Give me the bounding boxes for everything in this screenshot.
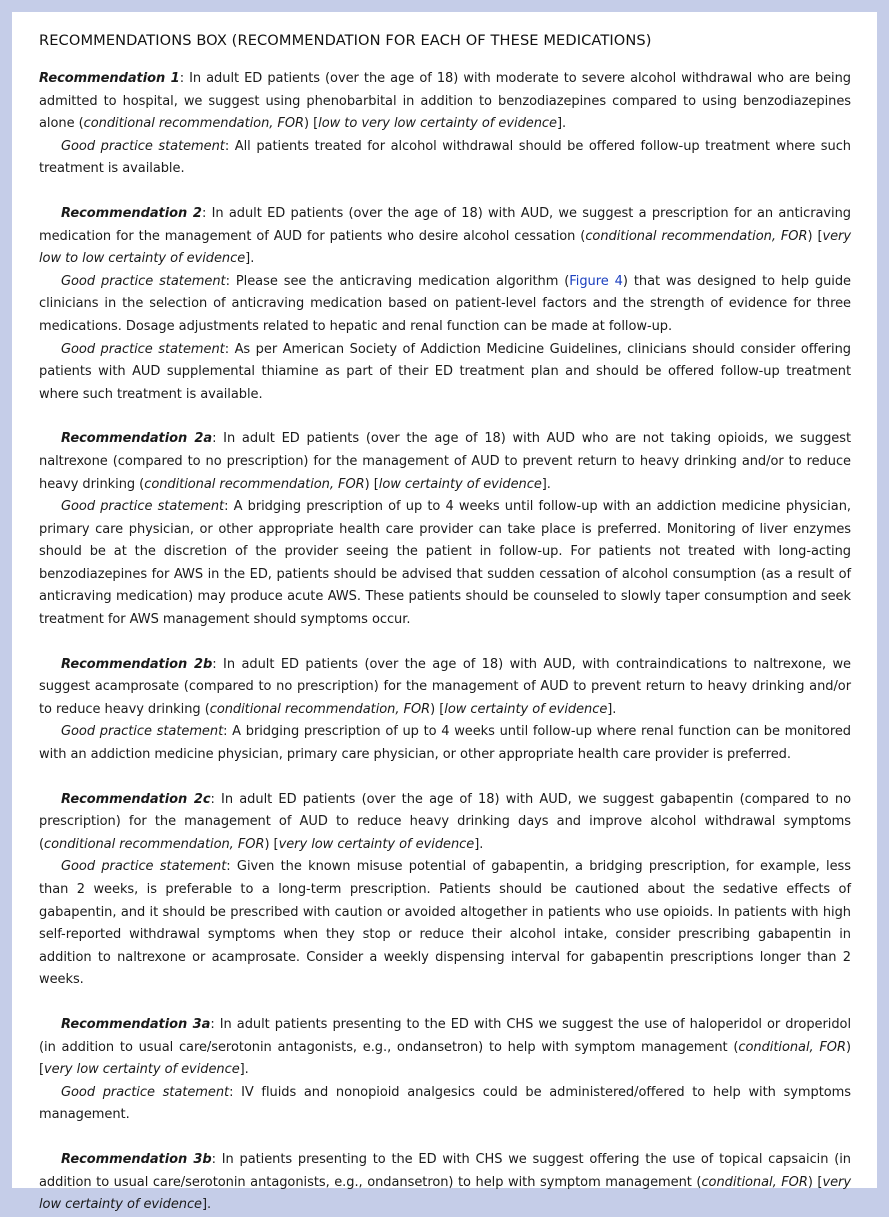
recommendation-2b: Recommendation 2b: In adult ED patients (over the age of 18) with AUD, with contraindications to naltrexone, we suggest acamprosate (compared to no prescription) for the management of AUD to prevent return to heavy drinking and/or to reduce heavy drinking (conditional recommendation, FOR) [low certainty of evidence]. xyxy=(39,656,851,717)
recommendation-2-block xyxy=(39,203,851,406)
recommendation-2b-block xyxy=(39,654,851,767)
good-practice-statement: Good practice statement: All patients treated for alcohol withdrawal should be offered follow-up treatment where such treatment is available. xyxy=(39,138,851,177)
recommendation-2c-block xyxy=(39,789,851,992)
recommendation-3a: Recommendation 3a: In adult patients presenting to the ED with CHS we suggest the use of haloperidol or droperidol (in addition to usual care/serotonin antagonists, e.g., ondansetron) to help with symptom management (conditional, FOR) [very low certainty of evidence]. xyxy=(39,1016,851,1078)
recommendation-2a-block xyxy=(39,428,851,631)
recommendations-box xyxy=(12,12,877,1213)
box-title: RECOMMENDATIONS BOX (RECOMMENDATION FOR EACH OF THESE MEDICATIONS) xyxy=(39,32,652,49)
good-practice-statement: Good practice statement: A bridging prescription of up to 4 weeks until follow-up where renal function can be monitored with an addiction medicine physician, primary care physician, or other appropriate health care provider is preferred. xyxy=(39,724,851,763)
recommendation-label: Recommendation 2 xyxy=(61,205,202,221)
recommendation-label: Recommendation 2a xyxy=(61,431,213,447)
good-practice-statement: Good practice statement: A bridging prescription of up to 4 weeks until follow-up with an addiction medicine physician, primary care physician, or other appropriate health care provider can take place is preferred. Monitoring of liver enzymes should be at the discretion of the provider seeing the patient in follow-up. For patients not treated with long-acting benzodiazepines for AWS in the ED, patients should be advised that sudden cessation of alcohol consumption (as a result of anticraving medication) may produce acute AWS. These patients should be counseled to slowly taper consumption and seek treatment for AWS management should symptoms occur. xyxy=(39,499,851,628)
recommendation-label: Recommendation 3b xyxy=(61,1151,212,1167)
good-practice-statement: Good practice statement: IV fluids and nonopioid analgesics could be administered/offered to help with symptoms management. xyxy=(39,1084,851,1123)
recommendation-label: Recommendation 1 xyxy=(39,71,180,86)
figure-4-link[interactable]: Figure 4 xyxy=(569,273,623,289)
recommendation-2: Recommendation 2: In adult ED patients (over the age of 18) with AUD, we suggest a prescription for an anticraving medication for the management of AUD for patients who desire alcohol cessation (conditional recommendation, FOR) [very low to low certainty of evidence]. xyxy=(39,205,852,267)
recommendation-label: Recommendation 3a xyxy=(61,1016,211,1032)
recommendation-label: Recommendation 2c xyxy=(61,791,211,807)
recommendation-1-block xyxy=(39,68,851,181)
good-practice-statement: Good practice statement: Please see the anticraving medication algorithm (Figure 4) that was designed to help guide clinicians in the selection of anticraving medication based on patient-level factors and the strength of evidence for three medications. Dosage adjustments related to hepatic and renal function can be made at follow-up. xyxy=(39,273,851,334)
recommendation-3a-block xyxy=(39,1014,851,1127)
recommendation-2c: Recommendation 2c: In adult ED patients (over the age of 18) with AUD, we suggest gabapentin (compared to no prescription) for the management of AUD to reduce heavy drinking days and improve alcohol withdrawal symptoms (conditional recommendation, FOR) [very low certainty of evidence]. xyxy=(39,791,852,852)
recommendation-label: Recommendation 2b xyxy=(61,656,213,672)
recommendation-3b-block xyxy=(39,1149,851,1217)
recommendation-2a: Recommendation 2a: In adult ED patients (over the age of 18) with AUD who are not taking opioids, we suggest naltrexone (compared to no prescription) for the management of AUD to prevent return to heavy drinking and/or to reduce heavy drinking (conditional recommendation, FOR) [low certainty of evidence]. xyxy=(39,431,851,492)
good-practice-statement: Good practice statement: As per American Society of Addiction Medicine Guidelines, clinicians should consider offering patients with AUD supplemental thiamine as part of their ED treatment plan and should be offered follow-up treatment where such treatment is available. xyxy=(39,341,851,402)
recommendation-1: Recommendation 1: In adult ED patients (over the age of 18) with moderate to severe alcohol withdrawal who are being admitted to hospital, we suggest using phenobarbital in addition to benzodiazepines compared to using benzodiazepines alone (conditional recommendation, FOR) [low to very low certainty of evidence]. xyxy=(39,71,852,132)
good-practice-statement: Good practice statement: Given the known misuse potential of gabapentin, a bridging prescription, for example, less than 2 weeks, is preferable to a long-term prescription. Patients should be cautioned about the sedative effects of gabapentin, and it should be prescribed with caution or avoided altogether in patients who use opioids. In patients with high self-reported withdrawal symptoms when they stop or reduce their alcohol intake, consider prescribing gabapentin in addition to naltrexone or acamprosate. Consider a weekly dispensing interval for gabapentin prescriptions longer than 2 weeks. xyxy=(39,859,852,988)
recommendation-3b: Recommendation 3b: In patients presenting to the ED with CHS we suggest offering the use of topical capsaicin (in addition to usual care/serotonin antagonists, e.g., ondansetron) to help with symptom management (conditional, FOR) [very low certainty of evidence]. xyxy=(39,1151,851,1213)
